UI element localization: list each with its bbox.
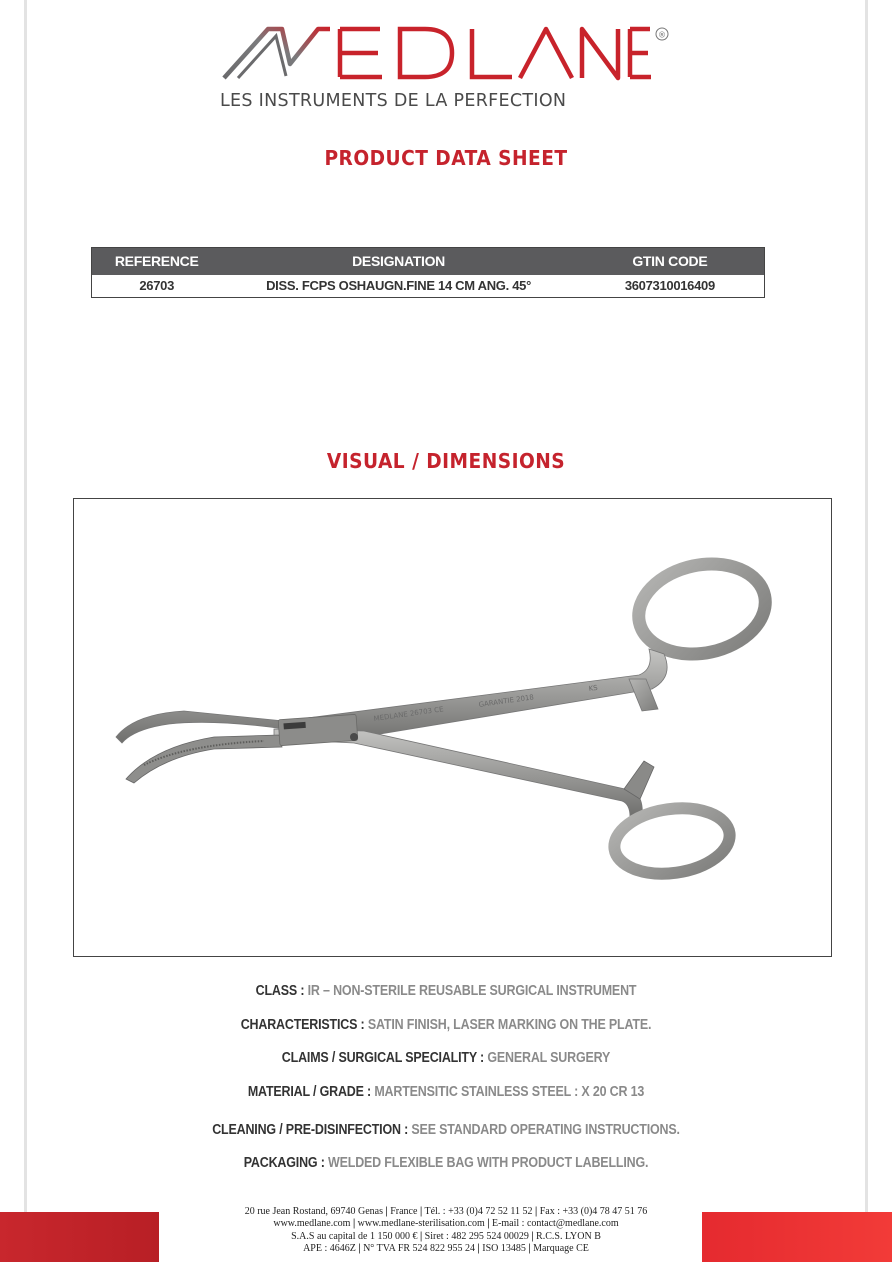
brand-tagline: LES INSTRUMENTS DE LA PERFECTION [220,91,567,111]
product-data-sheet-title: PRODUCT DATA SHEET [324,146,568,170]
steel-mark-text: KS [588,683,599,693]
footer-web-line: www.medlane.com | www.medlane-sterilisation.com | E-mail : contact@medlane.com [273,1218,619,1230]
product-visual-frame [73,498,832,957]
spec-claims: CLAIMS / SURGICAL SPECIALITY : GENERAL SURGERY [281,1050,611,1066]
visual-dimensions-title: VISUAL / DIMENSIONS [326,449,566,473]
website-link[interactable]: www.medlane.com [273,1218,353,1230]
footer-registration-line: APE : 4646Z | N° TVA FR 524 822 955 24 | ISO 13485 | Marquage CE [303,1242,589,1254]
product-reference-table [91,247,765,298]
footer-legal-line: S.A.S au capital de 1 150 000 € | Siret : 482 295 524 00029 | R.C.S. LYON B [291,1230,601,1242]
right-border-line [865,0,868,1212]
header-gtin-code: GTIN CODE [576,248,765,275]
garantie-text: GARANTIE 2018 [478,693,535,709]
cell-gtin-code: 3607310016409 [624,278,715,294]
registered-mark: ® [658,30,666,40]
header-reference: REFERENCE [92,248,222,275]
spec-class: CLASS : IR – NON-STERILE REUSABLE SURGICAL INSTRUMENT [255,983,637,999]
sterilisation-website-link[interactable]: www.medlane-sterilisation.com [355,1218,488,1230]
spec-packaging: PACKAGING : WELDED FLEXIBLE BAG WITH PRODUCT LABELLING. [243,1155,649,1171]
header-designation: DESIGNATION [221,248,575,275]
spec-material: MATERIAL / GRADE : MARTENSITIC STAINLESS STEEL : X 20 CR 13 [247,1084,645,1100]
cell-reference: 26703 [139,278,175,294]
company-footer [0,1206,892,1255]
footer-address-line: 20 rue Jean Rostand, 69740 Genas | France | Tél. : +33 (0)4 72 52 11 52 | Fax : +33 (0)4 78 47 51 76 [244,1206,648,1217]
medlane-logo [220,24,670,84]
spec-characteristics: CHARACTERISTICS : SATIN FINISH, LASER MARKING ON THE PLATE. [240,1017,652,1033]
forceps-illustration [74,499,830,955]
table-row [92,275,765,298]
cell-designation: DISS. FCPS OSHAUGN.FINE 14 CM ANG. 45° [266,278,531,294]
table-header-row [92,248,765,275]
engraving-text: MEDLANE 26703 CE [373,705,444,723]
email-link[interactable]: E-mail : contact@medlane.com [489,1218,619,1230]
spec-cleaning: CLEANING / PRE-DISINFECTION : SEE STANDARD OPERATING INSTRUCTIONS. [212,1122,680,1138]
left-border-line [24,0,27,1212]
